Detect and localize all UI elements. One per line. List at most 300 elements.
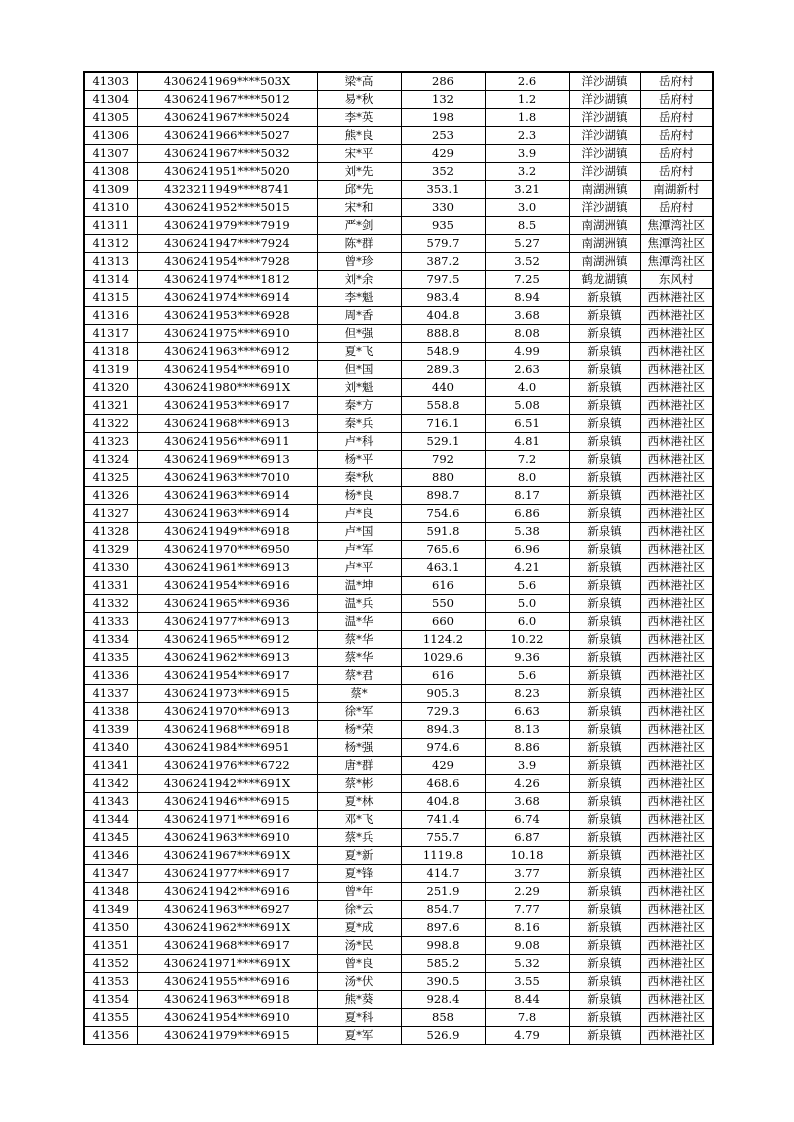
person-name-cell: 邓*飞 [317, 811, 401, 829]
amount-cell: 741.4 [401, 811, 485, 829]
amount-cell: 414.7 [401, 865, 485, 883]
id-number-cell: 4306241955****6916 [137, 973, 317, 991]
table-row [84, 325, 713, 343]
village-cell: 西林港社区 [640, 487, 713, 505]
id-number-cell: 4306241949****6918 [137, 523, 317, 541]
person-name-cell: 邱*先 [317, 181, 401, 199]
amount-cell: 529.1 [401, 433, 485, 451]
table-row [84, 217, 713, 235]
person-name-cell: 卢*国 [317, 523, 401, 541]
row-number-cell: 41315 [84, 289, 137, 307]
table-row [84, 451, 713, 469]
amount-cell: 858 [401, 1009, 485, 1027]
records-body [84, 72, 713, 1045]
row-number-cell: 41317 [84, 325, 137, 343]
person-name-cell: 唐*群 [317, 757, 401, 775]
village-cell: 西林港社区 [640, 397, 713, 415]
town-cell: 新泉镇 [569, 505, 640, 523]
table-row [84, 1027, 713, 1045]
id-number-cell: 4306241963****7010 [137, 469, 317, 487]
id-number-cell: 4306241965****6936 [137, 595, 317, 613]
table-row [84, 505, 713, 523]
village-cell: 西林港社区 [640, 541, 713, 559]
village-cell: 西林港社区 [640, 919, 713, 937]
town-cell: 新泉镇 [569, 883, 640, 901]
id-number-cell: 4306241975****6910 [137, 325, 317, 343]
area-cell: 10.22 [485, 631, 569, 649]
person-name-cell: 梁*高 [317, 72, 401, 91]
id-number-cell: 4306241979****7919 [137, 217, 317, 235]
amount-cell: 429 [401, 757, 485, 775]
town-cell: 洋沙湖镇 [569, 199, 640, 217]
row-number-cell: 41319 [84, 361, 137, 379]
person-name-cell: 夏*新 [317, 847, 401, 865]
village-cell: 西林港社区 [640, 703, 713, 721]
id-number-cell: 4306241970****6913 [137, 703, 317, 721]
area-cell: 2.63 [485, 361, 569, 379]
amount-cell: 716.1 [401, 415, 485, 433]
area-cell: 5.38 [485, 523, 569, 541]
id-number-cell: 4306241953****6928 [137, 307, 317, 325]
row-number-cell: 41341 [84, 757, 137, 775]
table-row [84, 793, 713, 811]
table-row [84, 109, 713, 127]
area-cell: 3.68 [485, 793, 569, 811]
area-cell: 8.0 [485, 469, 569, 487]
amount-cell: 591.8 [401, 523, 485, 541]
area-cell: 8.86 [485, 739, 569, 757]
person-name-cell: 蔡*华 [317, 631, 401, 649]
amount-cell: 550 [401, 595, 485, 613]
amount-cell: 888.8 [401, 325, 485, 343]
row-number-cell: 41350 [84, 919, 137, 937]
person-name-cell: 易*秋 [317, 91, 401, 109]
table-row [84, 235, 713, 253]
village-cell: 西林港社区 [640, 937, 713, 955]
table-row [84, 163, 713, 181]
town-cell: 新泉镇 [569, 937, 640, 955]
area-cell: 4.26 [485, 775, 569, 793]
row-number-cell: 41356 [84, 1027, 137, 1045]
id-number-cell: 4306241974****1812 [137, 271, 317, 289]
area-cell: 4.79 [485, 1027, 569, 1045]
village-cell: 东风村 [640, 271, 713, 289]
town-cell: 新泉镇 [569, 955, 640, 973]
village-cell: 岳府村 [640, 72, 713, 91]
village-cell: 西林港社区 [640, 847, 713, 865]
person-name-cell: 秦*秋 [317, 469, 401, 487]
person-name-cell: 徐*军 [317, 703, 401, 721]
person-name-cell: 但*强 [317, 325, 401, 343]
amount-cell: 998.8 [401, 937, 485, 955]
town-cell: 新泉镇 [569, 1009, 640, 1027]
area-cell: 5.0 [485, 595, 569, 613]
town-cell: 新泉镇 [569, 451, 640, 469]
town-cell: 新泉镇 [569, 595, 640, 613]
table-row [84, 523, 713, 541]
amount-cell: 897.6 [401, 919, 485, 937]
amount-cell: 353.1 [401, 181, 485, 199]
village-cell: 西林港社区 [640, 973, 713, 991]
amount-cell: 616 [401, 577, 485, 595]
area-cell: 8.16 [485, 919, 569, 937]
id-number-cell: 4306241976****6722 [137, 757, 317, 775]
area-cell: 6.96 [485, 541, 569, 559]
table-row [84, 919, 713, 937]
table-row [84, 631, 713, 649]
person-name-cell: 夏*科 [317, 1009, 401, 1027]
amount-cell: 754.6 [401, 505, 485, 523]
person-name-cell: 夏*军 [317, 1027, 401, 1045]
id-number-cell: 4306241954****6910 [137, 361, 317, 379]
id-number-cell: 4306241966****5027 [137, 127, 317, 145]
amount-cell: 797.5 [401, 271, 485, 289]
village-cell: 西林港社区 [640, 775, 713, 793]
area-cell: 10.18 [485, 847, 569, 865]
village-cell: 岳府村 [640, 163, 713, 181]
town-cell: 新泉镇 [569, 325, 640, 343]
row-number-cell: 41352 [84, 955, 137, 973]
amount-cell: 548.9 [401, 343, 485, 361]
id-number-cell: 4306241947****7924 [137, 235, 317, 253]
row-number-cell: 41303 [84, 72, 137, 91]
id-number-cell: 4306241952****5015 [137, 199, 317, 217]
village-cell: 西林港社区 [640, 901, 713, 919]
row-number-cell: 41351 [84, 937, 137, 955]
area-cell: 3.9 [485, 757, 569, 775]
row-number-cell: 41330 [84, 559, 137, 577]
town-cell: 新泉镇 [569, 415, 640, 433]
row-number-cell: 41331 [84, 577, 137, 595]
village-cell: 西林港社区 [640, 451, 713, 469]
id-number-cell: 4306241963****6912 [137, 343, 317, 361]
amount-cell: 253 [401, 127, 485, 145]
amount-cell: 463.1 [401, 559, 485, 577]
area-cell: 4.81 [485, 433, 569, 451]
amount-cell: 198 [401, 109, 485, 127]
amount-cell: 765.6 [401, 541, 485, 559]
amount-cell: 132 [401, 91, 485, 109]
id-number-cell: 4306241954****6910 [137, 1009, 317, 1027]
id-number-cell: 4306241977****6917 [137, 865, 317, 883]
area-cell: 3.9 [485, 145, 569, 163]
town-cell: 新泉镇 [569, 523, 640, 541]
person-name-cell: 曾*珍 [317, 253, 401, 271]
amount-cell: 1119.8 [401, 847, 485, 865]
village-cell: 西林港社区 [640, 1027, 713, 1045]
village-cell: 西林港社区 [640, 649, 713, 667]
table-row [84, 883, 713, 901]
village-cell: 西林港社区 [640, 793, 713, 811]
area-cell: 8.13 [485, 721, 569, 739]
row-number-cell: 41311 [84, 217, 137, 235]
area-cell: 7.8 [485, 1009, 569, 1027]
table-row [84, 955, 713, 973]
amount-cell: 330 [401, 199, 485, 217]
area-cell: 6.51 [485, 415, 569, 433]
table-row [84, 307, 713, 325]
town-cell: 新泉镇 [569, 307, 640, 325]
town-cell: 南湖洲镇 [569, 235, 640, 253]
row-number-cell: 41348 [84, 883, 137, 901]
amount-cell: 898.7 [401, 487, 485, 505]
town-cell: 新泉镇 [569, 973, 640, 991]
id-number-cell: 4306241967****691X [137, 847, 317, 865]
row-number-cell: 41307 [84, 145, 137, 163]
table-row [84, 991, 713, 1009]
person-name-cell: 秦*兵 [317, 415, 401, 433]
row-number-cell: 41349 [84, 901, 137, 919]
row-number-cell: 41305 [84, 109, 137, 127]
id-number-cell: 4306241980****691X [137, 379, 317, 397]
table-row [84, 865, 713, 883]
table-row [84, 811, 713, 829]
person-name-cell: 熊*葵 [317, 991, 401, 1009]
town-cell: 新泉镇 [569, 559, 640, 577]
table-row [84, 379, 713, 397]
town-cell: 新泉镇 [569, 487, 640, 505]
person-name-cell: 李*魁 [317, 289, 401, 307]
village-cell: 西林港社区 [640, 433, 713, 451]
area-cell: 1.2 [485, 91, 569, 109]
person-name-cell: 周*香 [317, 307, 401, 325]
amount-cell: 616 [401, 667, 485, 685]
id-number-cell: 4306241967****5032 [137, 145, 317, 163]
town-cell: 新泉镇 [569, 361, 640, 379]
amount-cell: 660 [401, 613, 485, 631]
row-number-cell: 41332 [84, 595, 137, 613]
village-cell: 岳府村 [640, 145, 713, 163]
row-number-cell: 41344 [84, 811, 137, 829]
town-cell: 新泉镇 [569, 1027, 640, 1045]
area-cell: 3.52 [485, 253, 569, 271]
area-cell: 5.08 [485, 397, 569, 415]
village-cell: 西林港社区 [640, 307, 713, 325]
table-row [84, 559, 713, 577]
table-row [84, 775, 713, 793]
area-cell: 4.99 [485, 343, 569, 361]
id-number-cell: 4306241951****5020 [137, 163, 317, 181]
row-number-cell: 41318 [84, 343, 137, 361]
town-cell: 新泉镇 [569, 847, 640, 865]
person-name-cell: 严*剑 [317, 217, 401, 235]
area-cell: 5.6 [485, 577, 569, 595]
village-cell: 西林港社区 [640, 757, 713, 775]
table-row [84, 199, 713, 217]
area-cell: 5.27 [485, 235, 569, 253]
village-cell: 西林港社区 [640, 325, 713, 343]
village-cell: 西林港社区 [640, 883, 713, 901]
town-cell: 新泉镇 [569, 613, 640, 631]
id-number-cell: 4306241942****6916 [137, 883, 317, 901]
id-number-cell: 4306241961****6913 [137, 559, 317, 577]
table-row [84, 937, 713, 955]
id-number-cell: 4306241974****6914 [137, 289, 317, 307]
id-number-cell: 4306241971****6916 [137, 811, 317, 829]
person-name-cell: 汤*伏 [317, 973, 401, 991]
person-name-cell: 卢*良 [317, 505, 401, 523]
area-cell: 9.36 [485, 649, 569, 667]
area-cell: 6.86 [485, 505, 569, 523]
row-number-cell: 41314 [84, 271, 137, 289]
village-cell: 西林港社区 [640, 577, 713, 595]
area-cell: 3.55 [485, 973, 569, 991]
table-row [84, 613, 713, 631]
amount-cell: 286 [401, 72, 485, 91]
person-name-cell: 蔡*君 [317, 667, 401, 685]
id-number-cell: 4306241963****6910 [137, 829, 317, 847]
amount-cell: 729.3 [401, 703, 485, 721]
area-cell: 3.2 [485, 163, 569, 181]
amount-cell: 792 [401, 451, 485, 469]
village-cell: 岳府村 [640, 109, 713, 127]
person-name-cell: 夏*林 [317, 793, 401, 811]
id-number-cell: 4323211949****8741 [137, 181, 317, 199]
row-number-cell: 41323 [84, 433, 137, 451]
town-cell: 新泉镇 [569, 721, 640, 739]
id-number-cell: 4306241977****6913 [137, 613, 317, 631]
person-name-cell: 夏*成 [317, 919, 401, 937]
table-row [84, 721, 713, 739]
person-name-cell: 温*坤 [317, 577, 401, 595]
village-cell: 西林港社区 [640, 739, 713, 757]
town-cell: 洋沙湖镇 [569, 109, 640, 127]
table-row [84, 72, 713, 91]
id-number-cell: 4306241979****6915 [137, 1027, 317, 1045]
table-row [84, 901, 713, 919]
person-name-cell: 陈*群 [317, 235, 401, 253]
table-row [84, 91, 713, 109]
row-number-cell: 41338 [84, 703, 137, 721]
id-number-cell: 4306241963****6914 [137, 487, 317, 505]
row-number-cell: 41342 [84, 775, 137, 793]
town-cell: 南湖洲镇 [569, 181, 640, 199]
area-cell: 8.94 [485, 289, 569, 307]
village-cell: 西林港社区 [640, 721, 713, 739]
person-name-cell: 熊*良 [317, 127, 401, 145]
person-name-cell: 曾*年 [317, 883, 401, 901]
town-cell: 新泉镇 [569, 919, 640, 937]
id-number-cell: 4306241969****6913 [137, 451, 317, 469]
town-cell: 新泉镇 [569, 541, 640, 559]
village-cell: 西林港社区 [640, 289, 713, 307]
row-number-cell: 41309 [84, 181, 137, 199]
person-name-cell: 蔡* [317, 685, 401, 703]
area-cell: 1.8 [485, 109, 569, 127]
row-number-cell: 41334 [84, 631, 137, 649]
table-row [84, 145, 713, 163]
row-number-cell: 41328 [84, 523, 137, 541]
id-number-cell: 4306241968****6918 [137, 721, 317, 739]
id-number-cell: 4306241954****7928 [137, 253, 317, 271]
village-cell: 焦潭湾社区 [640, 217, 713, 235]
area-cell: 8.08 [485, 325, 569, 343]
row-number-cell: 41313 [84, 253, 137, 271]
person-name-cell: 曾*良 [317, 955, 401, 973]
table-row [84, 847, 713, 865]
town-cell: 新泉镇 [569, 703, 640, 721]
area-cell: 3.0 [485, 199, 569, 217]
amount-cell: 440 [401, 379, 485, 397]
village-cell: 西林港社区 [640, 343, 713, 361]
town-cell: 新泉镇 [569, 685, 640, 703]
town-cell: 新泉镇 [569, 757, 640, 775]
table-row [84, 253, 713, 271]
amount-cell: 468.6 [401, 775, 485, 793]
town-cell: 洋沙湖镇 [569, 72, 640, 91]
village-cell: 西林港社区 [640, 955, 713, 973]
amount-cell: 526.9 [401, 1027, 485, 1045]
id-number-cell: 4306241968****6913 [137, 415, 317, 433]
amount-cell: 404.8 [401, 793, 485, 811]
row-number-cell: 41347 [84, 865, 137, 883]
area-cell: 5.32 [485, 955, 569, 973]
row-number-cell: 41327 [84, 505, 137, 523]
person-name-cell: 杨*平 [317, 451, 401, 469]
area-cell: 2.29 [485, 883, 569, 901]
table-row [84, 739, 713, 757]
town-cell: 新泉镇 [569, 775, 640, 793]
village-cell: 西林港社区 [640, 631, 713, 649]
person-name-cell: 刘*魁 [317, 379, 401, 397]
id-number-cell: 4306241967****5012 [137, 91, 317, 109]
town-cell: 洋沙湖镇 [569, 145, 640, 163]
town-cell: 洋沙湖镇 [569, 91, 640, 109]
table-row [84, 667, 713, 685]
row-number-cell: 41322 [84, 415, 137, 433]
row-number-cell: 41340 [84, 739, 137, 757]
row-number-cell: 41324 [84, 451, 137, 469]
area-cell: 6.63 [485, 703, 569, 721]
row-number-cell: 41335 [84, 649, 137, 667]
village-cell: 西林港社区 [640, 1009, 713, 1027]
amount-cell: 928.4 [401, 991, 485, 1009]
table-row [84, 487, 713, 505]
amount-cell: 289.3 [401, 361, 485, 379]
row-number-cell: 41339 [84, 721, 137, 739]
table-row [84, 829, 713, 847]
person-name-cell: 刘*余 [317, 271, 401, 289]
village-cell: 西林港社区 [640, 811, 713, 829]
row-number-cell: 41345 [84, 829, 137, 847]
person-name-cell: 温*兵 [317, 595, 401, 613]
town-cell: 南湖洲镇 [569, 217, 640, 235]
person-name-cell: 宋*和 [317, 199, 401, 217]
table-row [84, 343, 713, 361]
amount-cell: 854.7 [401, 901, 485, 919]
row-number-cell: 41354 [84, 991, 137, 1009]
area-cell: 7.25 [485, 271, 569, 289]
amount-cell: 558.8 [401, 397, 485, 415]
table-row [84, 595, 713, 613]
person-name-cell: 蔡*华 [317, 649, 401, 667]
village-cell: 西林港社区 [640, 469, 713, 487]
village-cell: 西林港社区 [640, 361, 713, 379]
area-cell: 9.08 [485, 937, 569, 955]
area-cell: 4.0 [485, 379, 569, 397]
row-number-cell: 41320 [84, 379, 137, 397]
person-name-cell: 卢*科 [317, 433, 401, 451]
table-row [84, 271, 713, 289]
amount-cell: 880 [401, 469, 485, 487]
town-cell: 新泉镇 [569, 469, 640, 487]
village-cell: 西林港社区 [640, 991, 713, 1009]
table-row [84, 1009, 713, 1027]
amount-cell: 390.5 [401, 973, 485, 991]
row-number-cell: 41321 [84, 397, 137, 415]
village-cell: 西林港社区 [640, 865, 713, 883]
row-number-cell: 41346 [84, 847, 137, 865]
